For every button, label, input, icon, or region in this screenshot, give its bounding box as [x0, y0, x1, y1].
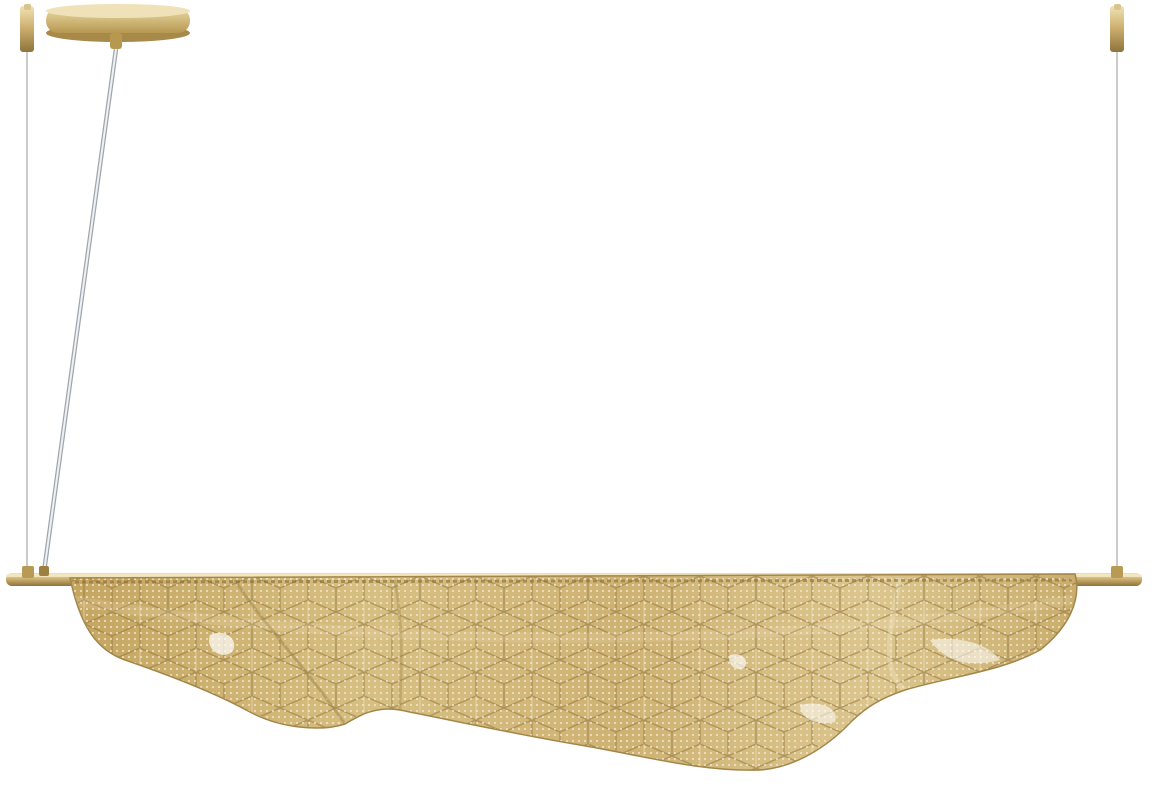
ceiling-canopy — [20, 4, 190, 52]
ceiling-mount-right — [1110, 4, 1124, 52]
mesh-shade — [60, 570, 1090, 780]
suspension-cables — [27, 49, 1117, 572]
